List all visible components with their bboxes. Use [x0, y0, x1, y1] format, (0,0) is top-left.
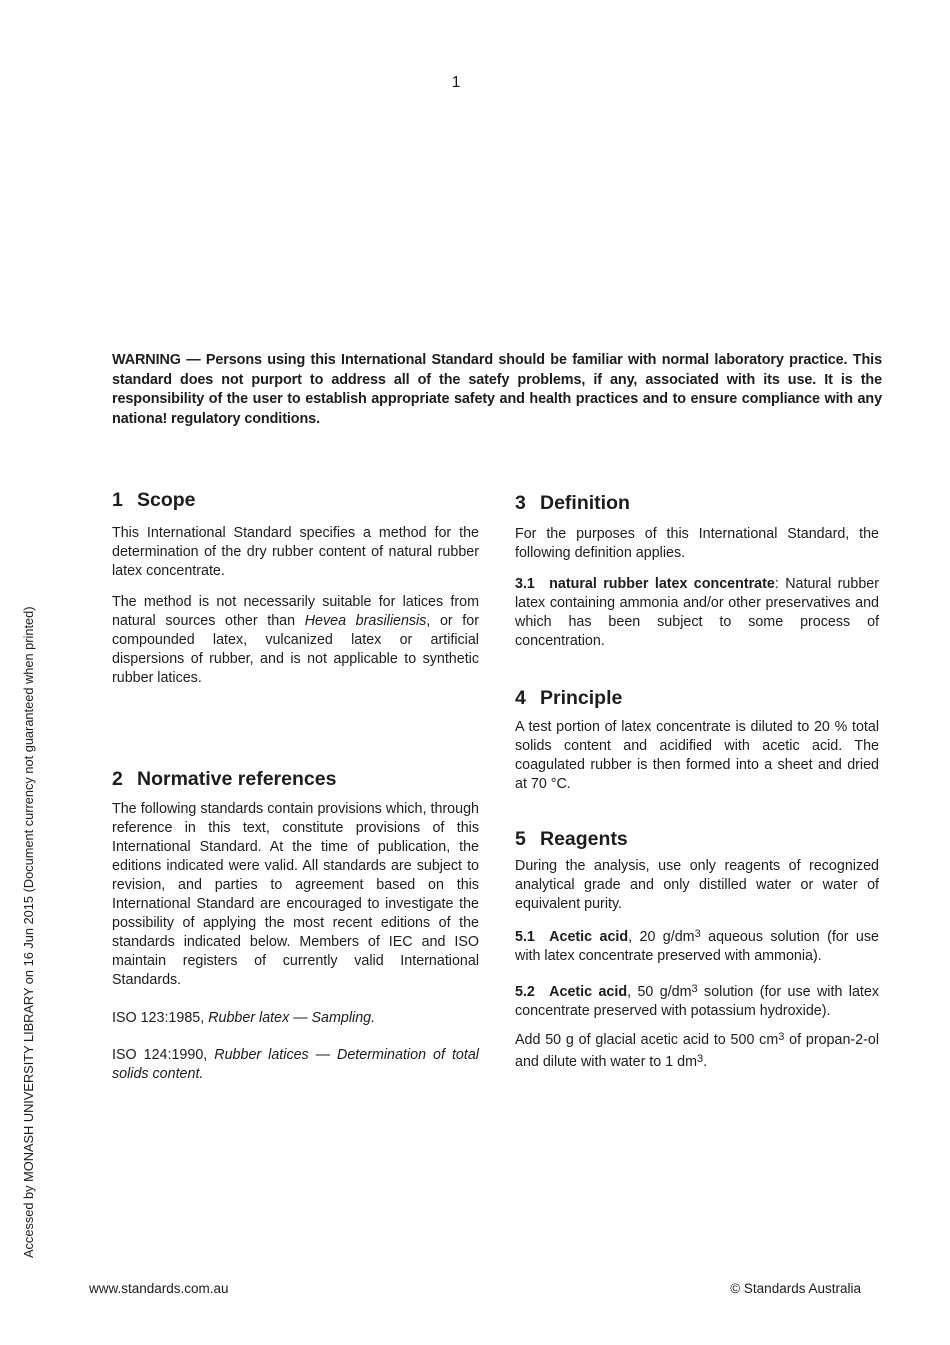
section-title: Principle — [540, 687, 623, 709]
warning-paragraph: WARNING — Persons using this International Standard should be familiar with normal laboratory practice. This standard does not purport to address all of the satefy problems, if any, associated with its use. It is the responsibility of the user to establish appropriate safety and health practices and to ensure compliance with any nationa! regulatory conditions. — [112, 352, 882, 427]
principle-paragraph: A test portion of latex concentrate is diluted to 20 % total solids content and acidified with acetic acid. The coagulated rubber is then formed into a sheet and dried at 70 °C. — [515, 719, 879, 792]
section-number: 3 — [515, 492, 526, 514]
reagent-5-2-paragraph: 5.2 Acetic acid, 50 $g/dm^3$ solution (for use with latex concentrate preserved with potassium hydroxide). — [515, 983, 879, 1019]
section-title: Definition — [540, 492, 630, 514]
section-number: 2 — [112, 768, 123, 790]
section-title: Scope — [137, 489, 196, 511]
iso-124-reference: ISO 124:1990, Rubber latices — Determination of total solids content. — [112, 1047, 479, 1082]
section-number: 4 — [515, 687, 526, 709]
section-2-normative-references-heading — [112, 768, 479, 790]
library-access-note: Accessed by MONASH UNIVERSITY LIBRARY on 16 Jun 2015 (Document currency not guaranteed when printed) — [21, 606, 36, 1258]
section-5-reagents-heading — [515, 828, 879, 850]
section-number: 1 — [112, 489, 123, 511]
section-title: Reagents — [540, 828, 628, 850]
section-4-principle-heading — [515, 687, 879, 709]
reagents-intro-paragraph: During the analysis, use only reagents of recognized analytical grade and only distilled water or water of equivalent purity. — [515, 858, 879, 912]
scope-paragraph-1: This International Standard specifies a method for the determination of the dry rubber content of natural rubber latex concentrate. — [112, 525, 479, 579]
normative-references-paragraph: The following standards contain provisions which, through reference in this text, constitute provisions of this International Standard. At the time of publication, the editions indicated were valid. All standards are subject to revision, and parties to agreement based on this International Standard are encouraged to investigate the possibility of applying the most recent editions of the standards indicated below. Members of IEC and ISO maintain registers of currently valid International Standards. — [112, 801, 479, 988]
scope-paragraph-2: The method is not necessarily suitable for latices from natural sources other than Hevea brasiliensis, or for compounded latex, vulcanized latex or artificial dispersions of rubber, and is not applicable to synthetic rubber latices. — [112, 594, 479, 686]
section-1-scope-heading — [112, 489, 479, 511]
right-column — [515, 484, 879, 1072]
section-number: 5 — [515, 828, 526, 850]
page-number: 1 — [451, 74, 461, 91]
reagent-5-2-preparation-paragraph: Add 50 g of glacial acetic acid to 500 $cm^3$ of propan-2-ol and dilute with water to 1 $dm^3$. — [515, 1031, 879, 1070]
section-title: Normative references — [137, 768, 337, 790]
definition-intro-paragraph: For the purposes of this International Standard, the following definition applies. — [515, 526, 879, 561]
page-footer — [89, 1281, 861, 1296]
definition-3-1-paragraph: 3.1 natural rubber latex concentrate: Natural rubber latex containing ammonia and/or other preservatives and which has been subject to some process of concentration. — [515, 576, 879, 649]
section-3-definition-heading — [515, 492, 879, 514]
iso-123-reference: ISO 123:1985, Rubber latex — Sampling. — [112, 1010, 376, 1026]
footer-url: www.standards.com.au — [89, 1281, 229, 1296]
left-column — [112, 484, 479, 1084]
reagent-5-1-paragraph: 5.1 Acetic acid, 20 $g/dm^3$ aqueous solution (for use with latex concentrate preserved with ammonia). — [515, 928, 879, 964]
copyright-notice: © Standards Australia — [730, 1281, 861, 1296]
